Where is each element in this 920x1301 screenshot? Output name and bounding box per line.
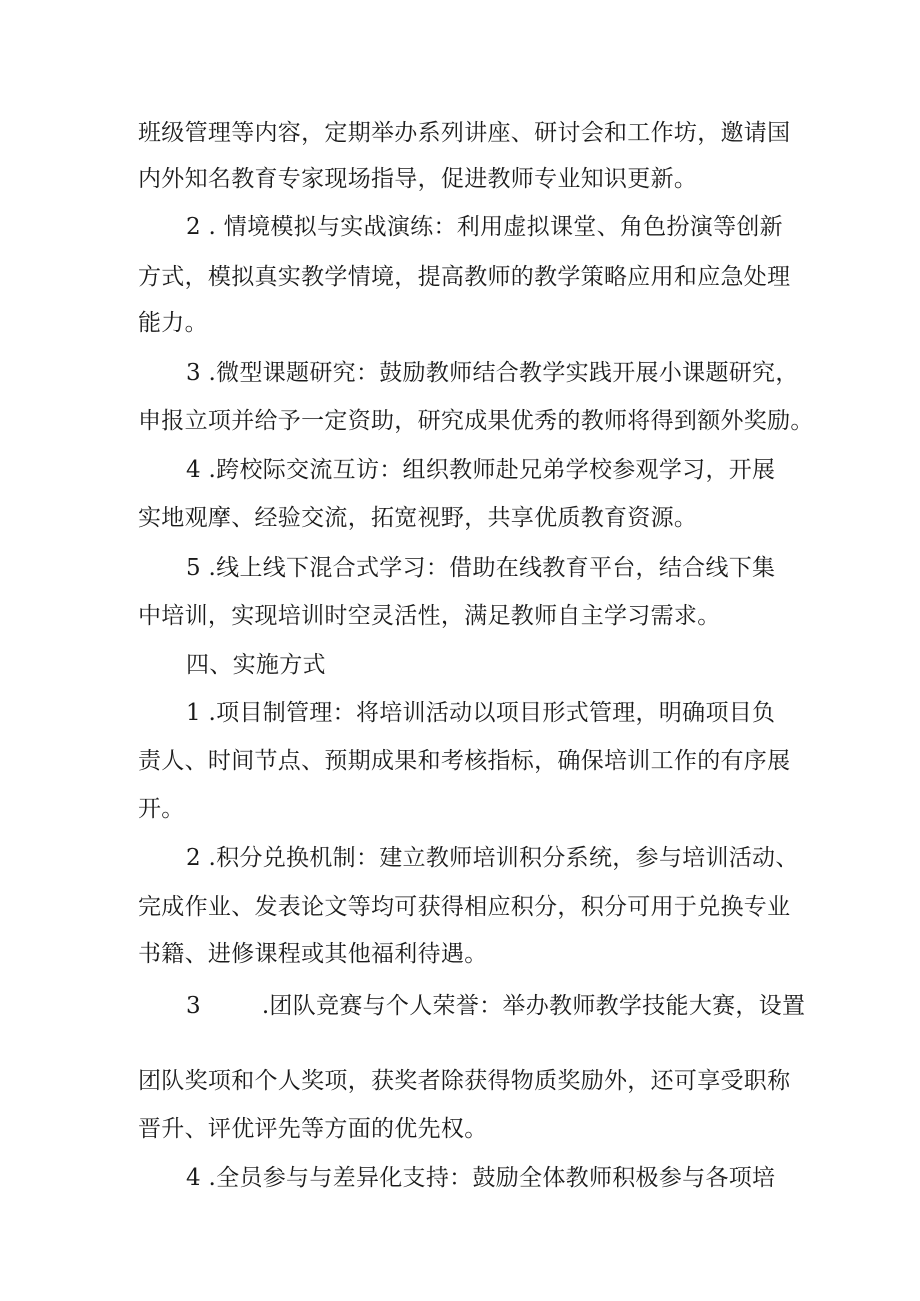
text-line: 团队奖项和个人奖项，获奖者除获得物质奖励外，还可享受职称 (138, 1068, 791, 1094)
text-line: 责人、时间节点、预期成果和考核指标，确保培训工作的有序展 (138, 748, 791, 774)
text-line: 方式，模拟真实教学情境，提高教师的教学策略应用和应急处理 (138, 264, 791, 290)
text-line: 5 .线上线下混合式学习：借助在线教育平台，结合线下集 (186, 555, 776, 581)
text-line: 班级管理等内容，定期举办系列讲座、研讨会和工作坊，邀请国 (138, 120, 791, 146)
text-line: 3 .微型课题研究：鼓励教师结合教学实践开展小课题研究， (186, 360, 799, 386)
text-line: 4 .跨校际交流互访：组织教师赴兄弟学校参观学习，开展 (186, 457, 776, 483)
text-line: 完成作业、发表论文等均可获得相应积分，积分可用于兑换专业 (138, 894, 791, 920)
section-heading: 四、实施方式 (186, 652, 326, 678)
text-line: 开。 (138, 796, 185, 822)
text-line: 书籍、进修课程或其他福利待遇。 (138, 941, 488, 967)
text-line: 能力。 (138, 310, 208, 336)
text-line: 4 .全员参与与差异化支持：鼓励全体教师积极参与各项培 (186, 1165, 776, 1191)
text-line: 实地观摩、经验交流，拓宽视野，共享优质教育资源。 (138, 505, 698, 531)
text-line: 2 .积分兑换机制：建立教师培训积分系统，参与培训活动、 (186, 845, 799, 871)
text-line: 3 .团队竞赛与个人荣誉：举办教师教学技能大赛，设置 (186, 993, 806, 1019)
text-line: 中培训，实现培训时空灵活性，满足教师自主学习需求。 (138, 603, 721, 629)
text-line: 晋升、评优评先等方面的优先权。 (138, 1116, 488, 1142)
text-line: 1 .项目制管理：将培训活动以项目形式管理，明确项目负 (186, 700, 776, 726)
text-line: 2 . 情境模拟与实战演练：利用虚拟课堂、角色扮演等创新 (186, 214, 783, 240)
text-line: 内外知名教育专家现场指导，促进教师专业知识更新。 (138, 166, 698, 192)
text-line: 申报立项并给予一定资助，研究成果优秀的教师将得到额外奖励。 (138, 408, 814, 434)
